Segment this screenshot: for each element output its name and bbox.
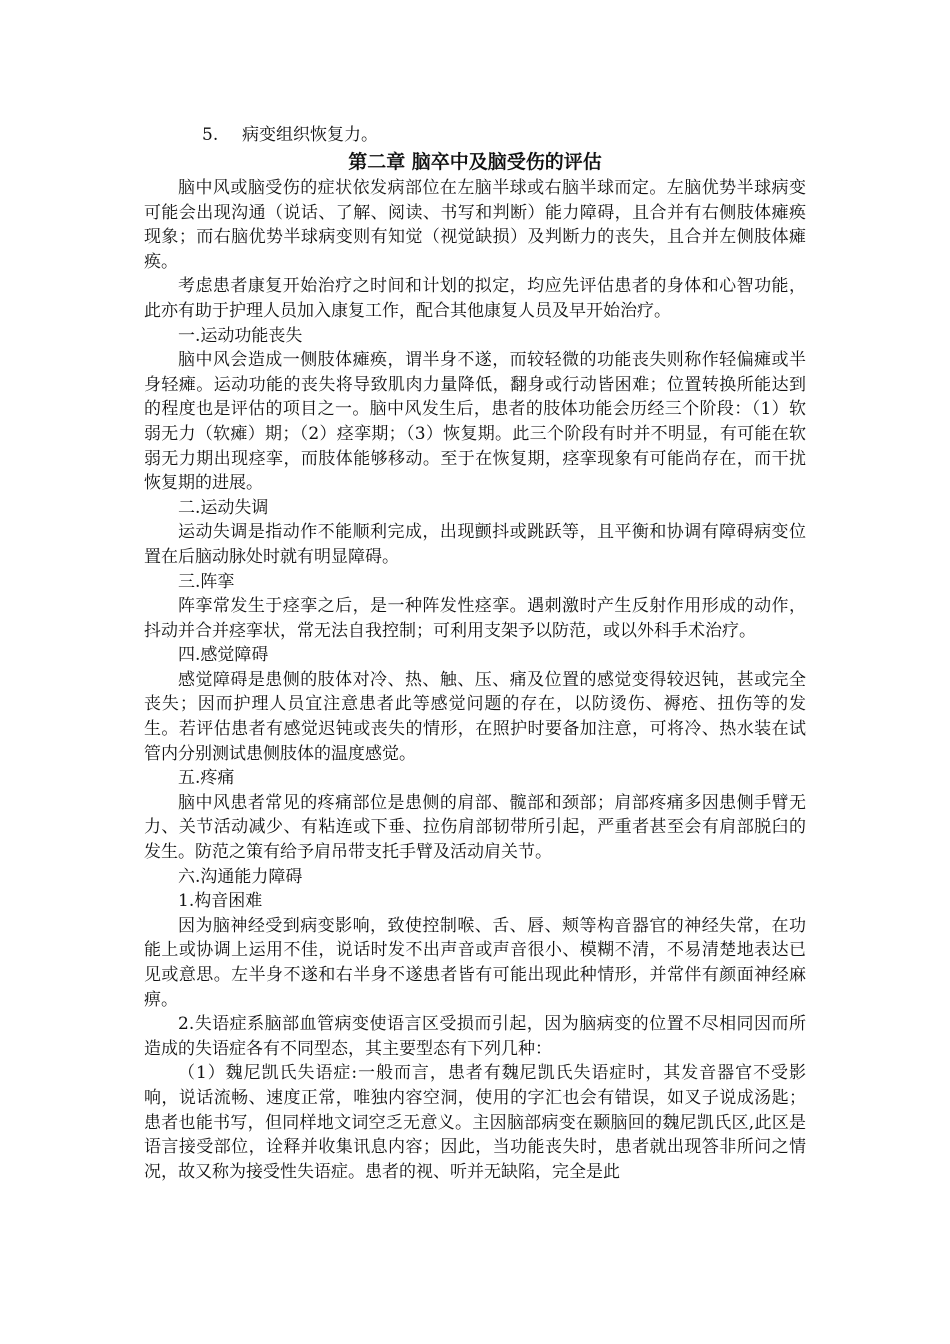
paragraph: （1）魏尼凯氏失语症:一般而言，患者有魏尼凯氏失语症时，其发音器官不受影响，说话流畅、速度正常，唯独内容空洞，使用的字汇也会有错误，如叉子说成汤匙；患者也能书写，但同样地文词空乏无意义。主因脑部病变在颞脑回的魏尼凯氏区,此区是语言接受部位，诠释并收集讯息内容；因此，当功能丧失时，患者就出现答非所问之情况，故又称为接受性失语症。患者的视、听并无缺陷，完全是此: [144, 1063, 806, 1182]
paragraph: 2.失语症系脑部血管病变使语言区受损而引起，因为脑病变的位置不尽相同因而所造成的失语症各有不同型态，其主要型态有下列几种：: [144, 1014, 806, 1059]
paragraph: 脑中风会造成一侧肢体瘫痪，谓半身不遂，而较轻微的功能丧失则称作轻偏瘫或半身轻瘫。运动功能的丧失将导致肌肉力量降低，翻身或行动皆困难；位置转换所能达到的程度也是评估的项目之一。脑中风发生后，患者的肢体功能会历经三个阶段：（1）软弱无力（软瘫）期；（2）痉挛期；（3）恢复期。此三个阶段有时并不明显，有可能在软弱无力期出现痉挛，而肢体能够移动。至于在恢复期，痉挛现象有可能尚存在，而干扰恢复期的进展。: [144, 350, 806, 494]
section-heading: 五.疼痛: [178, 768, 235, 789]
document-body: [144, 176, 806, 1184]
section-heading: 1.构音困难: [178, 891, 263, 912]
section-heading: 一.运动功能丧失: [178, 325, 303, 346]
list-item: [144, 122, 806, 148]
list-number: 5.: [202, 125, 219, 145]
section-heading: 三.阵挛: [178, 571, 235, 592]
chapter-title: 第二章 脑卒中及脑受伤的评估: [348, 151, 602, 173]
document-page: [144, 122, 806, 1184]
paragraph: 脑中风患者常见的疼痛部位是患侧的肩部、髋部和颈部；肩部疼痛多因患侧手臂无力、关节活动减少、有粘连或下垂、拉伤肩部韧带所引起，严重者甚至会有肩部脱臼的发生。防范之策有给予肩吊带支托手臂及活动肩关节。: [144, 792, 806, 863]
section-heading: 四.感觉障碍: [178, 645, 269, 666]
section-heading: 二.运动失调: [178, 497, 269, 518]
section-heading: 六.沟通能力障碍: [178, 866, 303, 887]
list-text: 病变组织恢复力。: [242, 125, 378, 145]
paragraph: 运动失调是指动作不能顺利完成，出现颤抖或跳跃等，且平衡和协调有障碍病变位置在后脑动脉处时就有明显障碍。: [144, 522, 806, 567]
paragraph: 阵挛常发生于痉挛之后，是一种阵发性痉挛。遇刺激时产生反射作用形成的动作，抖动并合并痉挛状，常无法自我控制；可利用支架予以防范，或以外科手术治疗。: [144, 596, 806, 641]
paragraph: 考虑患者康复开始治疗之时间和计划的拟定，均应先评估患者的身体和心智功能，此亦有助于护理人员加入康复工作，配合其他康复人员及早开始治疗。: [144, 276, 806, 321]
paragraph: 感觉障碍是患侧的肢体对冷、热、触、压、痛及位置的感觉变得较迟钝，甚或完全丧失；因而护理人员宜注意患者此等感觉问题的存在，以防烫伤、褥疮、扭伤等的发生。若评估患者有感觉迟钝或丧失的情形，在照护时要备加注意，可将冷、热水装在试管内分别测试患侧肢体的温度感觉。: [144, 669, 806, 764]
paragraph: 因为脑神经受到病变影响，致使控制喉、舌、唇、颊等构音器官的神经失常，在功能上或协调上运用不佳，说话时发不出声音或声音很小、模糊不清，不易清楚地表达已见或意思。左半身不遂和右半身不遂患者皆有可能出现此种情形，并常伴有颜面神经麻痹。: [144, 915, 806, 1010]
paragraph: 脑中风或脑受伤的症状依发病部位在左脑半球或右脑半球而定。左脑优势半球病变可能会出现沟通（说话、了解、阅读、书写和判断）能力障碍，且合并有右侧肢体瘫痪现象；而右脑优势半球病变则有知觉（视觉缺损）及判断力的丧失，且合并左侧肢体瘫痪。: [144, 178, 806, 272]
